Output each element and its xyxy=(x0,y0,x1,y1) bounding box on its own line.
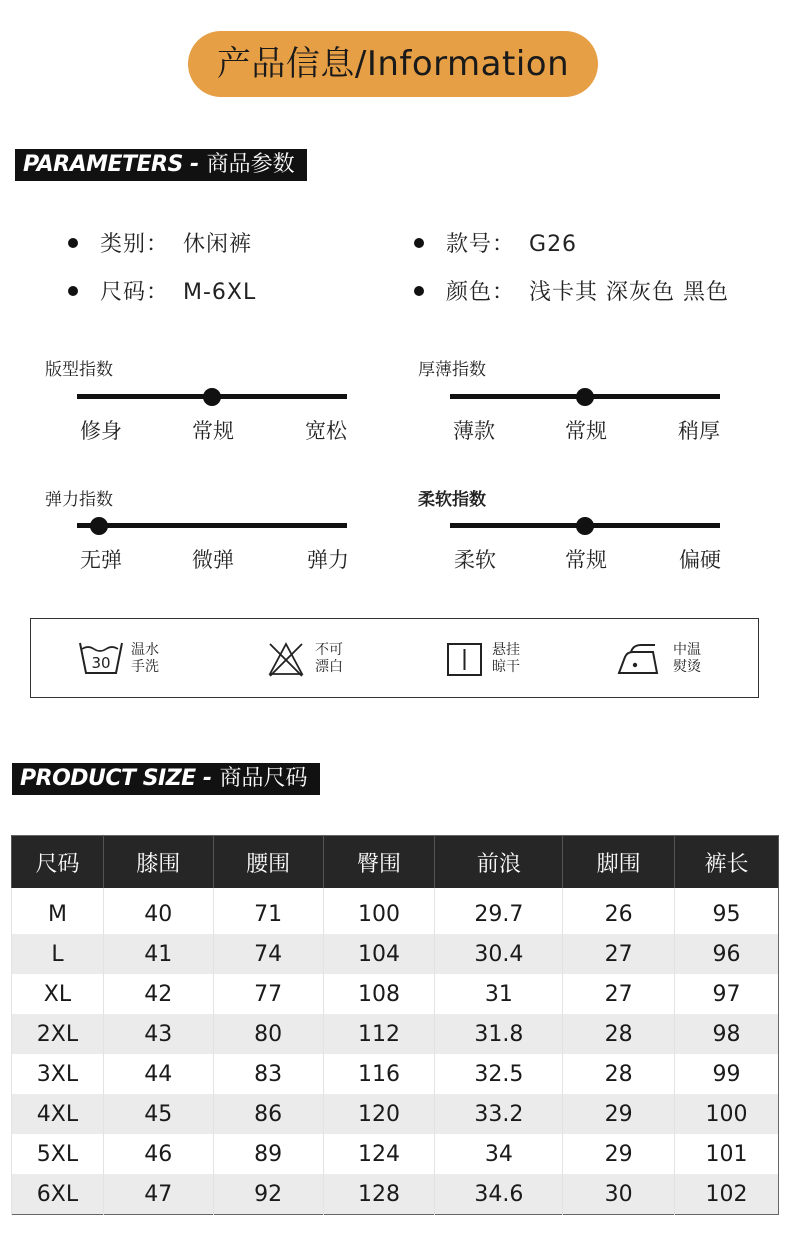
table-cell: 29 xyxy=(563,1134,675,1174)
table-cell: 32.5 xyxy=(435,1054,563,1094)
table-cell: 34 xyxy=(435,1134,563,1174)
table-cell: 44 xyxy=(103,1054,213,1094)
table-cell: 40 xyxy=(103,888,213,934)
wash-temp: 30 xyxy=(91,654,111,672)
table-cell: 27 xyxy=(563,934,675,974)
index-thickness xyxy=(418,355,486,380)
table-cell: 4XL xyxy=(12,1094,104,1134)
table-cell: M xyxy=(12,888,104,934)
table-row xyxy=(12,934,779,974)
table-cell: 124 xyxy=(323,1134,435,1174)
page-title: 产品信息/Information xyxy=(188,31,598,97)
table-cell: 83 xyxy=(213,1054,323,1094)
table-cell: 47 xyxy=(103,1174,213,1215)
index-softness-label-mid: 常规 xyxy=(565,548,607,572)
table-row xyxy=(12,1054,779,1094)
index-elasticity-track xyxy=(77,523,347,528)
wash-30-icon xyxy=(78,638,124,680)
index-elasticity-marker xyxy=(90,517,108,535)
table-cell: 43 xyxy=(103,1014,213,1054)
parameters-tag-cn: 商品参数 xyxy=(206,152,295,177)
table-cell: 34.6 xyxy=(435,1174,563,1215)
table-cell: 42 xyxy=(103,974,213,1014)
table-cell: 89 xyxy=(213,1134,323,1174)
index-fit-marker xyxy=(203,388,221,406)
size-tag-cn: 商品尺码 xyxy=(219,766,308,791)
iron-medium-icon xyxy=(615,642,661,680)
table-row xyxy=(12,1134,779,1174)
table-cell: 77 xyxy=(213,974,323,1014)
table-cell: 80 xyxy=(213,1014,323,1054)
care-dry-text: 悬挂 晾干 xyxy=(492,642,520,675)
table-cell: 26 xyxy=(563,888,675,934)
table-cell: 31 xyxy=(435,974,563,1014)
table-cell: 27 xyxy=(563,974,675,1014)
index-softness xyxy=(418,485,486,510)
size-tag-en: PRODUCT SIZE - xyxy=(20,766,212,791)
header-leg-opening: 脚围 xyxy=(563,836,675,889)
table-cell: 71 xyxy=(213,888,323,934)
header-waist: 腰围 xyxy=(213,836,323,889)
table-row xyxy=(12,888,779,934)
table-cell: 6XL xyxy=(12,1174,104,1215)
care-bleach-text: 不可 漂白 xyxy=(315,642,343,675)
parameters-section-tag xyxy=(15,149,307,181)
index-fit xyxy=(45,355,113,380)
table-cell: 28 xyxy=(563,1014,675,1054)
table-row xyxy=(12,1174,779,1215)
table-cell: 104 xyxy=(323,934,435,974)
table-cell: 92 xyxy=(213,1174,323,1215)
table-cell: 31.8 xyxy=(435,1014,563,1054)
table-cell: 30 xyxy=(563,1174,675,1215)
table-cell: 33.2 xyxy=(435,1094,563,1134)
header-hip: 臀围 xyxy=(323,836,435,889)
table-cell: 86 xyxy=(213,1094,323,1134)
table-row xyxy=(12,1014,779,1054)
no-bleach-icon xyxy=(266,640,306,682)
table-cell: 100 xyxy=(675,1094,779,1134)
index-title: 厚薄指数 xyxy=(418,360,486,380)
index-thickness-label-low: 薄款 xyxy=(453,419,495,443)
table-cell: 96 xyxy=(675,934,779,974)
index-elasticity-label-mid: 微弹 xyxy=(192,548,234,572)
index-elasticity xyxy=(45,485,113,510)
bullet-icon xyxy=(414,238,424,248)
index-thickness-marker xyxy=(576,388,594,406)
table-cell: XL xyxy=(12,974,104,1014)
table-cell: 5XL xyxy=(12,1134,104,1174)
index-elasticity-label-low: 无弹 xyxy=(80,548,122,572)
table-cell: 97 xyxy=(675,974,779,1014)
index-elasticity-label-high: 弹力 xyxy=(307,548,349,572)
table-cell: 46 xyxy=(103,1134,213,1174)
bullet-icon xyxy=(414,286,424,296)
bullet-icon xyxy=(68,286,78,296)
param-category: 类别： 休闲裤 xyxy=(68,227,252,258)
table-cell: 28 xyxy=(563,1054,675,1094)
index-softness-marker xyxy=(576,517,594,535)
header-length: 裤长 xyxy=(675,836,779,889)
param-size: 尺码： M-6XL xyxy=(68,275,256,306)
table-cell: 95 xyxy=(675,888,779,934)
index-fit-label-low: 修身 xyxy=(80,419,122,443)
table-cell: 74 xyxy=(213,934,323,974)
table-cell: 29.7 xyxy=(435,888,563,934)
table-cell: 100 xyxy=(323,888,435,934)
table-cell: 99 xyxy=(675,1054,779,1094)
param-model: 款号： G26 xyxy=(414,227,577,258)
index-title: 弹力指数 xyxy=(45,490,113,510)
size-section-tag xyxy=(12,763,320,795)
hang-dry-icon xyxy=(446,642,484,680)
table-cell: 2XL xyxy=(12,1014,104,1054)
table-cell: 45 xyxy=(103,1094,213,1134)
param-color: 颜色： 浅卡其 深灰色 黑色 xyxy=(414,275,729,306)
table-cell: 102 xyxy=(675,1174,779,1215)
index-softness-label-high: 偏硬 xyxy=(679,548,721,572)
size-table-header xyxy=(12,836,779,889)
index-thickness-label-mid: 常规 xyxy=(565,419,607,443)
table-cell: 101 xyxy=(675,1134,779,1174)
table-cell: 120 xyxy=(323,1094,435,1134)
table-cell: 30.4 xyxy=(435,934,563,974)
table-cell: L xyxy=(12,934,104,974)
size-table xyxy=(11,835,779,1215)
index-thickness-label-high: 稍厚 xyxy=(678,419,720,443)
care-wash-text: 温水 手洗 xyxy=(131,642,159,675)
table-cell: 41 xyxy=(103,934,213,974)
parameters-tag-en: PARAMETERS - xyxy=(23,152,199,177)
index-title: 版型指数 xyxy=(45,360,113,380)
table-row xyxy=(12,974,779,1014)
index-softness-label-low: 柔软 xyxy=(454,548,496,572)
table-cell: 98 xyxy=(675,1014,779,1054)
header-size: 尺码 xyxy=(12,836,104,889)
header-knee: 膝围 xyxy=(103,836,213,889)
index-fit-label-mid: 常规 xyxy=(192,419,234,443)
bullet-icon xyxy=(68,238,78,248)
index-title: 柔软指数 xyxy=(418,490,486,510)
table-row xyxy=(12,1094,779,1134)
table-cell: 112 xyxy=(323,1014,435,1054)
table-cell: 3XL xyxy=(12,1054,104,1094)
header-front-rise: 前浪 xyxy=(435,836,563,889)
table-cell: 128 xyxy=(323,1174,435,1215)
care-iron-text: 中温 熨烫 xyxy=(673,642,701,675)
index-fit-label-high: 宽松 xyxy=(305,419,347,443)
table-cell: 108 xyxy=(323,974,435,1014)
table-cell: 116 xyxy=(323,1054,435,1094)
table-cell: 29 xyxy=(563,1094,675,1134)
